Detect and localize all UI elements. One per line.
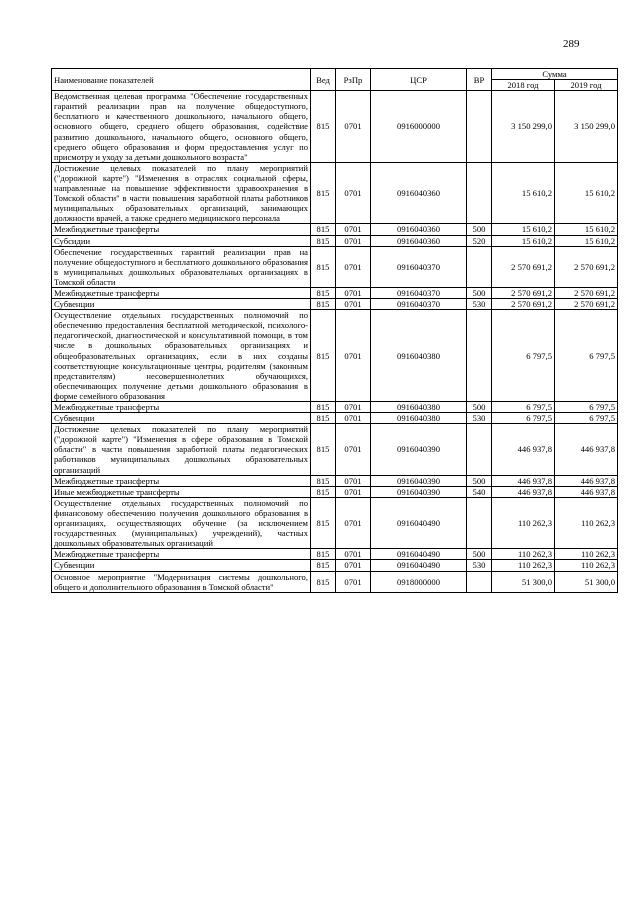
row-vr: 520 xyxy=(467,235,492,246)
row-rzpr: 0701 xyxy=(336,497,371,548)
table-row xyxy=(52,287,618,298)
row-ved: 815 xyxy=(311,162,336,224)
row-ved: 815 xyxy=(311,475,336,486)
row-sum-2018: 2 570 691,2 xyxy=(492,299,555,310)
row-sum-2019: 110 262,3 xyxy=(555,549,618,560)
row-vr: 500 xyxy=(467,475,492,486)
row-vr: 530 xyxy=(467,299,492,310)
row-name: Межбюджетные трансферты xyxy=(52,402,311,413)
row-rzpr: 0701 xyxy=(336,246,371,287)
row-sum-2019: 15 610,2 xyxy=(555,224,618,235)
row-vr: 500 xyxy=(467,287,492,298)
row-ved: 815 xyxy=(311,486,336,497)
row-rzpr: 0701 xyxy=(336,310,371,402)
row-csr: 0916040360 xyxy=(371,162,467,224)
header-ved: Вед xyxy=(311,69,336,91)
row-sum-2019: 110 262,3 xyxy=(555,497,618,548)
budget-table xyxy=(51,68,618,593)
table-row xyxy=(52,475,618,486)
row-vr: 500 xyxy=(467,402,492,413)
row-name: Субвенции xyxy=(52,560,311,571)
table-row xyxy=(52,549,618,560)
row-sum-2019: 110 262,3 xyxy=(555,560,618,571)
row-sum-2019: 51 300,0 xyxy=(555,571,618,592)
row-csr: 0916040360 xyxy=(371,224,467,235)
table-row xyxy=(52,246,618,287)
row-rzpr: 0701 xyxy=(336,287,371,298)
row-sum-2018: 110 262,3 xyxy=(492,560,555,571)
table-row xyxy=(52,162,618,224)
row-vr xyxy=(467,91,492,163)
table-row xyxy=(52,424,618,475)
row-name: Субвенции xyxy=(52,299,311,310)
row-sum-2018: 2 570 691,2 xyxy=(492,246,555,287)
row-sum-2019: 446 937,8 xyxy=(555,475,618,486)
row-ved: 815 xyxy=(311,497,336,548)
row-sum-2018: 110 262,3 xyxy=(492,549,555,560)
row-name: Ведомственная целевая программа "Обеспечение государственных гарантий реализации прав на получение общедоступного, бесплатного и качественного дошкольного, начального общего, основного общего, среднего общего образования, содействие развитию дошкольного, начального общего, основного общего, среднего общего образования и форм предоставления услуг по присмотру и уходу за детьми дошкольного возраста" xyxy=(52,91,311,163)
table-row xyxy=(52,299,618,310)
row-name: Субсидии xyxy=(52,235,311,246)
row-ved: 815 xyxy=(311,424,336,475)
row-rzpr: 0701 xyxy=(336,486,371,497)
header-name: Наименование показателей xyxy=(52,69,311,91)
row-csr: 0916040390 xyxy=(371,475,467,486)
row-vr: 530 xyxy=(467,413,492,424)
row-ved: 815 xyxy=(311,91,336,163)
row-csr: 0916040370 xyxy=(371,287,467,298)
page-number: 289 xyxy=(563,38,580,50)
row-sum-2019: 2 570 691,2 xyxy=(555,287,618,298)
row-sum-2018: 446 937,8 xyxy=(492,475,555,486)
row-rzpr: 0701 xyxy=(336,235,371,246)
header-year-2018: 2018 год xyxy=(492,80,555,91)
row-csr: 0916040490 xyxy=(371,549,467,560)
row-vr: 500 xyxy=(467,224,492,235)
row-sum-2018: 6 797,5 xyxy=(492,413,555,424)
row-name: Межбюджетные трансферты xyxy=(52,287,311,298)
row-rzpr: 0701 xyxy=(336,402,371,413)
row-vr xyxy=(467,424,492,475)
row-name: Межбюджетные трансферты xyxy=(52,549,311,560)
row-rzpr: 0701 xyxy=(336,299,371,310)
row-rzpr: 0701 xyxy=(336,224,371,235)
row-sum-2018: 3 150 299,0 xyxy=(492,91,555,163)
row-ved: 815 xyxy=(311,224,336,235)
table-row xyxy=(52,560,618,571)
header-year-2019: 2019 год xyxy=(555,80,618,91)
table-row xyxy=(52,402,618,413)
row-sum-2019: 446 937,8 xyxy=(555,486,618,497)
row-sum-2018: 110 262,3 xyxy=(492,497,555,548)
row-sum-2019: 15 610,2 xyxy=(555,235,618,246)
row-ved: 815 xyxy=(311,235,336,246)
row-csr: 0916040490 xyxy=(371,497,467,548)
row-ved: 815 xyxy=(311,287,336,298)
row-sum-2018: 15 610,2 xyxy=(492,162,555,224)
table-row xyxy=(52,224,618,235)
row-sum-2019: 6 797,5 xyxy=(555,402,618,413)
row-vr xyxy=(467,571,492,592)
row-name: Основное мероприятие "Модернизация системы дошкольного, общего и дополнительного образования в Томской области" xyxy=(52,571,311,592)
row-rzpr: 0701 xyxy=(336,549,371,560)
table-header xyxy=(52,69,618,91)
row-sum-2019: 6 797,5 xyxy=(555,310,618,402)
row-sum-2018: 6 797,5 xyxy=(492,310,555,402)
row-csr: 0916040380 xyxy=(371,413,467,424)
row-ved: 815 xyxy=(311,413,336,424)
row-sum-2018: 15 610,2 xyxy=(492,235,555,246)
row-rzpr: 0701 xyxy=(336,162,371,224)
row-sum-2019: 15 610,2 xyxy=(555,162,618,224)
row-sum-2019: 3 150 299,0 xyxy=(555,91,618,163)
row-csr: 0916040380 xyxy=(371,310,467,402)
row-csr: 0916040370 xyxy=(371,246,467,287)
table-row xyxy=(52,571,618,592)
header-sum: Сумма xyxy=(492,69,618,80)
table-row xyxy=(52,310,618,402)
row-csr: 0916040380 xyxy=(371,402,467,413)
table-body xyxy=(52,91,618,593)
row-csr: 0916040490 xyxy=(371,560,467,571)
row-csr: 0916040360 xyxy=(371,235,467,246)
row-sum-2019: 6 797,5 xyxy=(555,413,618,424)
row-vr: 530 xyxy=(467,560,492,571)
row-ved: 815 xyxy=(311,310,336,402)
row-name: Межбюджетные трансферты xyxy=(52,475,311,486)
row-sum-2018: 446 937,8 xyxy=(492,486,555,497)
row-ved: 815 xyxy=(311,560,336,571)
row-ved: 815 xyxy=(311,549,336,560)
row-sum-2018: 51 300,0 xyxy=(492,571,555,592)
row-vr: 540 xyxy=(467,486,492,497)
row-vr xyxy=(467,162,492,224)
row-name: Субвенции xyxy=(52,413,311,424)
row-csr: 0918000000 xyxy=(371,571,467,592)
row-vr: 500 xyxy=(467,549,492,560)
header-rzpr: РзПр xyxy=(336,69,371,91)
row-vr xyxy=(467,310,492,402)
row-rzpr: 0701 xyxy=(336,571,371,592)
row-sum-2019: 446 937,8 xyxy=(555,424,618,475)
row-name: Обеспечение государственных гарантий реализации прав на получение общедоступного и бесплатного дошкольного образования в муниципальных дошкольных образовательных организациях в Томской области xyxy=(52,246,311,287)
table-row xyxy=(52,497,618,548)
row-rzpr: 0701 xyxy=(336,91,371,163)
row-ved: 815 xyxy=(311,571,336,592)
row-vr xyxy=(467,246,492,287)
row-name: Осуществление отдельных государственных полномочий по обеспечению предоставления бесплатной методической, психолого-педагогической, диагностической и консультативной помощи, в том числе в дошкольных образовательных организациях и общеобразовательных организациях, если в них созданы соответствующие консультационные центры, родителям (законным представителям) несовершеннолетних обучающихся, обеспечивающих получение детьми дошкольного образования в форме семейного образования xyxy=(52,310,311,402)
row-rzpr: 0701 xyxy=(336,560,371,571)
header-vr: ВР xyxy=(467,69,492,91)
row-csr: 0916000000 xyxy=(371,91,467,163)
row-rzpr: 0701 xyxy=(336,413,371,424)
row-name: Иные межбюджетные трансферты xyxy=(52,486,311,497)
row-rzpr: 0701 xyxy=(336,424,371,475)
table-row xyxy=(52,91,618,163)
row-sum-2018: 2 570 691,2 xyxy=(492,287,555,298)
table-row xyxy=(52,413,618,424)
row-sum-2019: 2 570 691,2 xyxy=(555,299,618,310)
row-name: Осуществление отдельных государственных полномочий по финансовому обеспечению получения дошкольного образования в организациях, осуществляющих обучение (за исключением государственных (муниципальных) учреждений), частных дошкольных образовательных организаций xyxy=(52,497,311,548)
row-csr: 0916040370 xyxy=(371,299,467,310)
table-row xyxy=(52,486,618,497)
row-vr xyxy=(467,497,492,548)
row-name: Достижение целевых показателей по плану мероприятий ("дорожной карте") "Изменения в отраслях социальной сферы, направленные на повышение эффективности здравоохранения в Томской области" в части повышения заработной платы работников муниципальных образовательных организаций, занимающих должности врачей, а также среднего медицинского персонала xyxy=(52,162,311,224)
row-csr: 0916040390 xyxy=(371,486,467,497)
table-row xyxy=(52,235,618,246)
row-name: Межбюджетные трансферты xyxy=(52,224,311,235)
header-csr: ЦСР xyxy=(371,69,467,91)
row-ved: 815 xyxy=(311,402,336,413)
row-rzpr: 0701 xyxy=(336,475,371,486)
row-sum-2018: 15 610,2 xyxy=(492,224,555,235)
row-csr: 0916040390 xyxy=(371,424,467,475)
row-sum-2018: 6 797,5 xyxy=(492,402,555,413)
row-sum-2018: 446 937,8 xyxy=(492,424,555,475)
row-ved: 815 xyxy=(311,299,336,310)
row-name: Достижение целевых показателей по плану мероприятий ("дорожной карте") "Изменения в сфере образования в Томской области" в части повышения заработной платы педагогических работников муниципальных дошкольных образовательных организаций xyxy=(52,424,311,475)
row-ved: 815 xyxy=(311,246,336,287)
row-sum-2019: 2 570 691,2 xyxy=(555,246,618,287)
